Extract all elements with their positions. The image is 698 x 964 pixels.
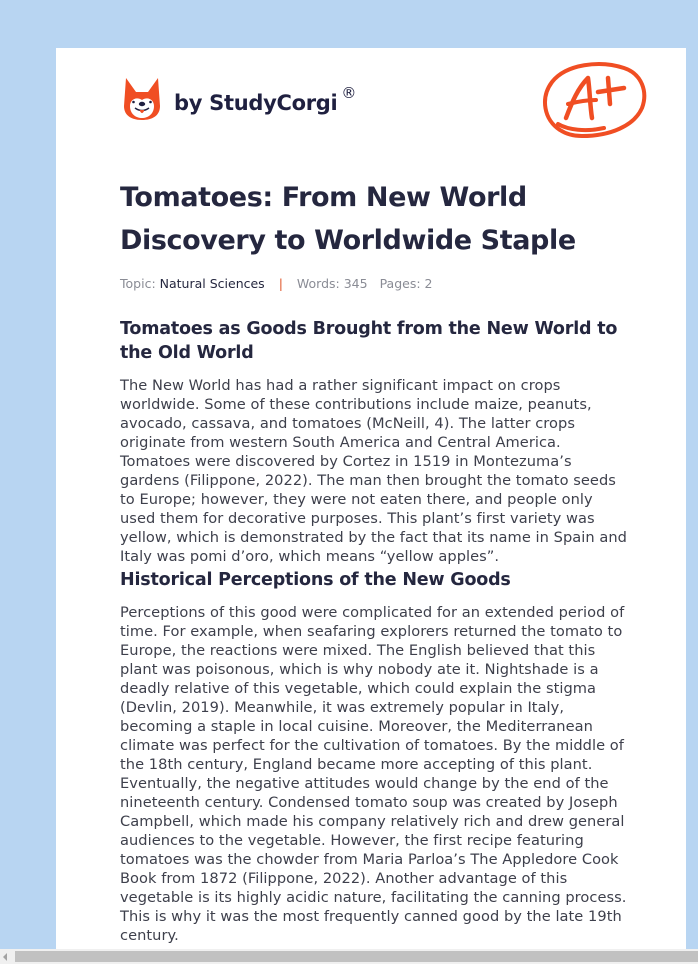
- corgi-head-icon: [122, 76, 162, 122]
- page-count: Pages: 2: [379, 276, 433, 291]
- registered-mark: ®: [341, 84, 357, 102]
- horizontal-scrollbar[interactable]: [0, 949, 698, 964]
- document-content: [120, 176, 632, 945]
- document-title: Tomatoes: From New World Discovery to Worldwide Staple: [120, 182, 576, 256]
- studycorgi-logo[interactable]: [122, 76, 356, 122]
- a-plus-grade-icon: [538, 58, 648, 140]
- section-paragraph: The New World has had a rather significant impact on crops worldwide. Some of these contributions include maize, peanuts, avocado, cassava, and tomatoes (McNeill, 4). The latter crops originate from western South America and Central America. Tomatoes were discovered by Cortez in 1519 in Montezuma’s gardens (Filippone, 2022). The man then brought the tomato seeds to Europe; however, they were not eaten there, and people only used them for decorative purposes. This plant’s first variety was yellow, which is demonstrated by the fact that its name in Spain and Italy was pomi d’oro, which means “yellow apples”.: [120, 377, 627, 565]
- section-heading: Tomatoes as Goods Brought from the New World to the Old World: [120, 319, 618, 363]
- brand-name: by StudyCorgi: [174, 91, 338, 115]
- section-heading: Historical Perceptions of the New Goods: [120, 570, 511, 590]
- meta-separator: |: [278, 276, 283, 291]
- topic-label: Topic:: [120, 276, 156, 291]
- section-paragraph: Perceptions of this good were complicated for an extended period of time. For example, when seafaring explorers returned the tomato to Europe, the reactions were mixed. The English believed that this plant was poisonous, which is why nobody ate it. Nightshade is a deadly relative of this vegetable, which could explain the stigma (Devlin, 2019). Meanwhile, it was extremely popular in Italy, becoming a staple in local cuisine. Moreover, the Mediterranean climate was perfect for the cultivation of tomatoes. By the middle of the 18th century, England became more accepting of this plant. Eventually, the negative attitudes would change by the end of the nineteenth century. Condensed tomato soup was created by Joseph Campbell, which made his company relatively rich and drew general audiences to the vegetable. However, the first recipe featuring tomatoes was the chowder from Maria Parloa’s The Appledore Cook Book from 1872 (Filippone, 2022). Another advantage of this vegetable is its highly acidic nature, facilitating the canning process. This is why it was the most frequently canned good by the late 19th century.: [120, 604, 627, 944]
- document-meta: [120, 274, 632, 294]
- scrollbar-thumb[interactable]: [15, 951, 698, 962]
- document-card: [56, 48, 686, 949]
- topic-link[interactable]: Natural Sciences: [159, 276, 265, 291]
- scroll-left-arrow-icon[interactable]: [3, 953, 7, 961]
- word-count: Words: 345: [296, 276, 368, 291]
